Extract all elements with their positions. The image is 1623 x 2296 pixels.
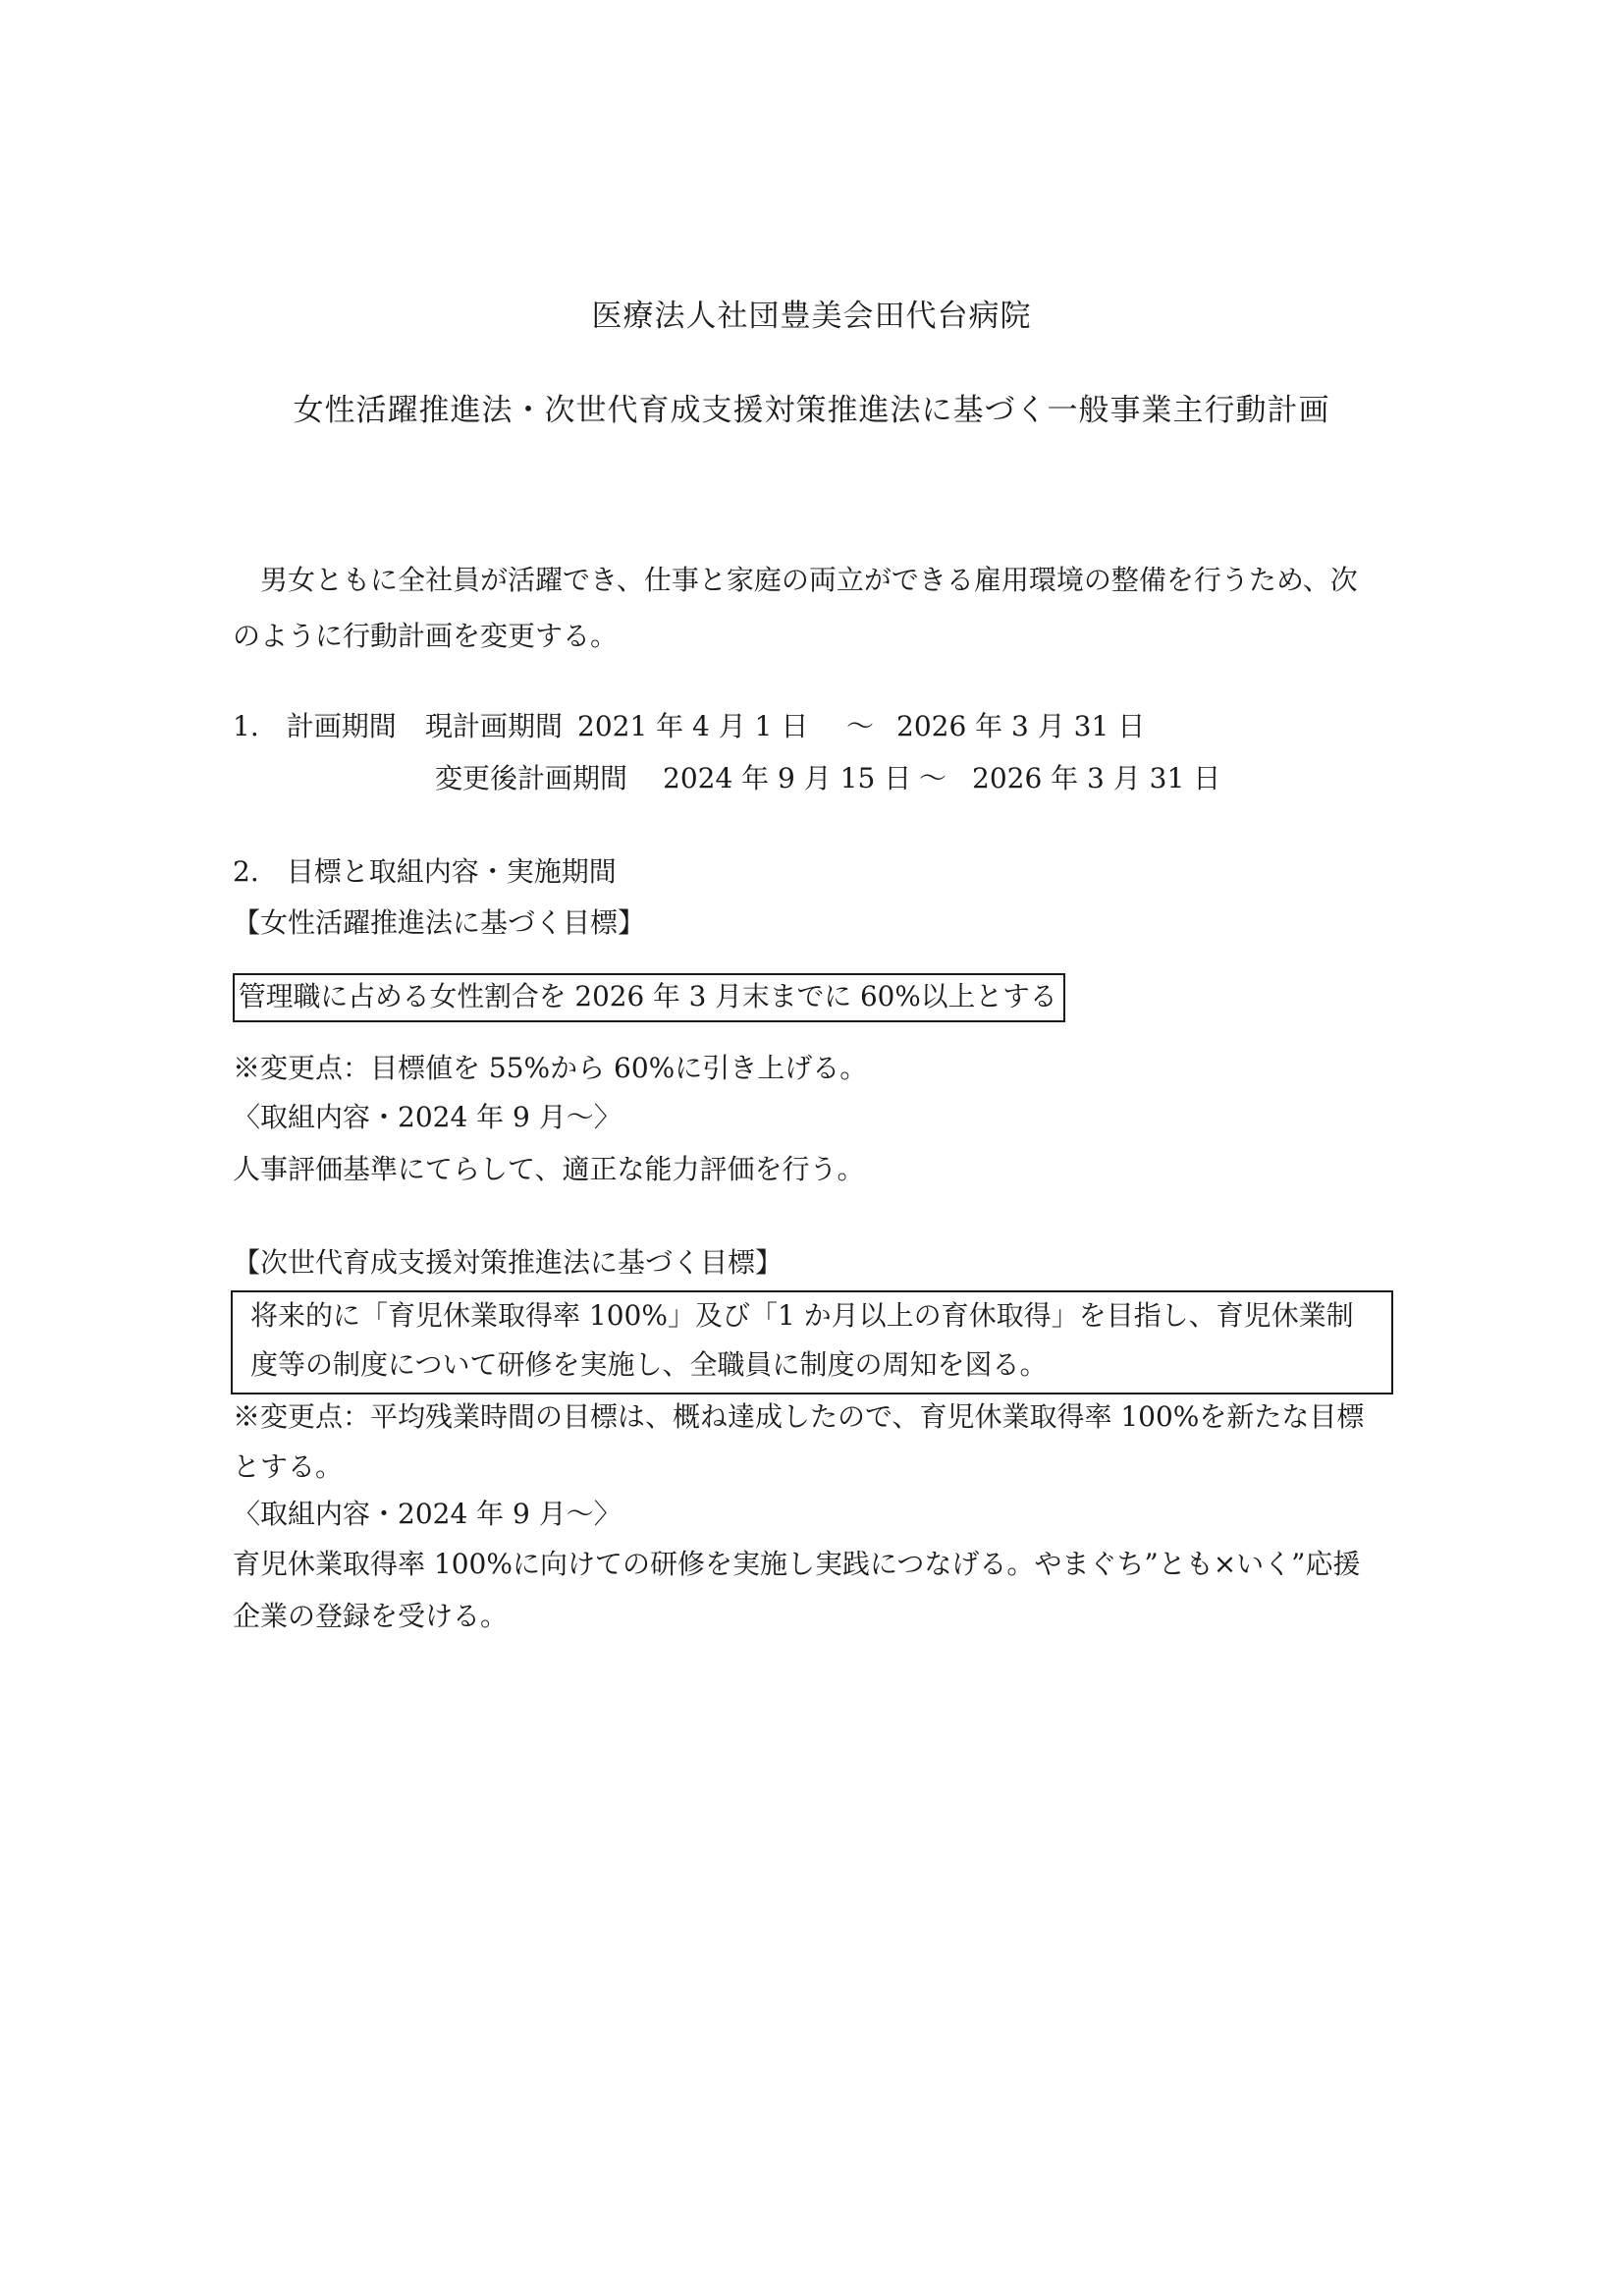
nextgen-goal-line-2: 度等の制度について研修を実施し、全職員に制度の周知を図る。 — [250, 1348, 1048, 1381]
women-action-text: 人事評価基準にてらして、適正な能力評価を行う。 — [233, 1153, 865, 1185]
intro-line-1: 男女ともに全社員が活躍でき、仕事と家庭の両立ができる雇用環境の整備を行うため、次 — [260, 564, 1358, 596]
nextgen-goal-box — [231, 1290, 1393, 1394]
current-period-separator: ～ — [846, 710, 875, 742]
women-goal-text: 管理職に占める女性割合を 2026 年 3 月末までに 60%以上とする — [239, 980, 1057, 1012]
current-period-start: 2021 年 4 月 1 日 — [577, 710, 809, 742]
nextgen-action-line-1: 育児休業取得率 100%に向けての研修を実施し実践につなげる。やまぐち”とも×いく”応援 — [233, 1548, 1361, 1580]
changed-period-label: 変更後計画期間 — [435, 762, 628, 794]
changed-period-separator: ～ — [919, 762, 947, 794]
section1-heading: 1. 計画期間 — [233, 710, 397, 742]
changed-period-start: 2024 年 9 月 15 日 — [663, 762, 912, 794]
intro-line-2: のように行動計画を変更する。 — [233, 620, 619, 652]
document-title: 女性活躍推進法・次世代育成支援対策推進法に基づく一般事業主行動計画 — [293, 393, 1330, 428]
women-goal-box — [233, 973, 1065, 1022]
organization-name: 医療法人社団豊美会田代台病院 — [591, 299, 1032, 334]
current-period-label: 現計画期間 — [425, 710, 564, 742]
nextgen-change-note-line-2: とする。 — [233, 1450, 344, 1483]
changed-period-end: 2026 年 3 月 31 日 — [972, 762, 1221, 794]
nextgen-action-line-2: 企業の登録を受ける。 — [233, 1600, 509, 1632]
nextgen-goal-heading: 【次世代育成支援対策推進法に基づく目標】 — [233, 1246, 784, 1279]
women-change-note: ※変更点：目標値を 55%から 60%に引き上げる。 — [233, 1052, 868, 1084]
nextgen-goal-line-1: 将来的に「育児休業取得率 100%」及び「1 か月以上の育休取得」を目指し、育児休業制 — [250, 1299, 1354, 1332]
nextgen-action-heading: 〈取組内容・2024 年 9 月～〉 — [233, 1498, 622, 1530]
women-action-heading: 〈取組内容・2024 年 9 月～〉 — [233, 1101, 622, 1133]
women-goal-heading: 【女性活躍推進法に基づく目標】 — [233, 906, 646, 939]
section2-heading: 2. 目標と取組内容・実施期間 — [233, 855, 617, 888]
current-period-end: 2026 年 3 月 31 日 — [896, 710, 1146, 742]
nextgen-change-note-line-1: ※変更点：平均残業時間の目標は、概ね達成したので、育児休業取得率 100%を新たな目標 — [233, 1400, 1365, 1433]
